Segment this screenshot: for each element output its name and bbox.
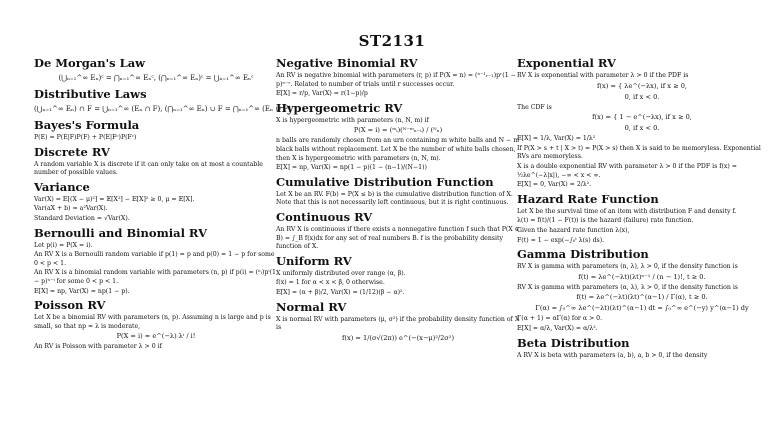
hypergeo-equation: P(X = i) = (ᵐᵢ)(ᴺ⁻ᵐₙ₋ᵢ) / (ᴺₙ) <box>353 126 443 135</box>
distributive-heading: Distributive Laws <box>34 87 147 101</box>
hypergeo-line-1: X is hypergeometric with parameters (n, N, m) if <box>276 116 429 124</box>
exponential-heading: Exponential RV <box>517 56 616 70</box>
variance-line-1: Var(X) = 𝔼[(X − μ)²] = 𝔼[X²] − 𝔼[X]² ≥ 0, μ = 𝔼[X]. <box>34 195 195 203</box>
normal-equation: f(x) = 1/(σ√(2π)) e^(−(x−μ)²/2σ²) <box>341 333 455 342</box>
bernoulli-line-4: 𝔼[X] = np, Var(X) = np(1 − p). <box>34 287 130 295</box>
exponential-line-4: X is a double exponential RV with parameter λ > 0 if the PDF is f(x) = ½λe^(−λ|x|), −∞ < x < ∞. <box>517 162 737 179</box>
poisson-line-1: Let X be a binomial RV with parameters (n, p). Assuming n is large and p is small, so that np ≈ λ is moderate, <box>34 314 271 330</box>
cdf-text: Let X be an RV. F(b) = P(X ≤ b) is the cumulative distribution function of X. Note that this is not necessarily left continuous, but it is right continuous. <box>276 190 513 207</box>
exponential-line-3: If P(X > s + t | X > t) = P(X > s) then X is said to be memoryless. Exponential RVs are memoryless. <box>517 144 761 161</box>
page-title: ST2131 <box>358 32 426 50</box>
hazard-line-4: F(t) = 1 − exp(−∫₀ᵗ λ(s) ds). <box>517 236 605 244</box>
gamma-line-4: 𝔼[X] = α/λ, Var(X) = α/λ². <box>517 324 598 332</box>
demorgan-heading: De Morgan's Law <box>34 56 146 70</box>
normal-heading: Normal RV <box>276 299 347 314</box>
normal-line-1: X is normal RV with parameters (μ, σ²) if the probability density function of X is <box>276 315 520 332</box>
negbin-heading: Negative Binomial RV <box>276 56 418 70</box>
gamma-heading: Gamma Distribution <box>517 247 649 262</box>
beta-line-1: A RV X is beta with parameters (a, b), a, b > 0, if the density <box>517 351 708 359</box>
bernoulli-heading: Bernoulli and Binomial RV <box>34 225 208 240</box>
exponential-line-2: 𝔼[X] = 1/λ, Var(X) = 1/λ² <box>517 135 596 143</box>
bayes-formula: P(E) = P(E|F)P(F) + P(E|Fᶜ)P(Fᶜ) <box>34 134 137 141</box>
discrete-heading: Discrete RV <box>34 144 110 159</box>
exponential-pdf-case-2: 0, if x < 0. <box>624 92 660 101</box>
poisson-line-2: An RV is Poisson with parameter λ > 0 if <box>34 343 162 351</box>
gamma-line-2: RV X is gamma with parameters (α, λ), λ > 0, if the density function is <box>517 283 738 291</box>
uniform-line-2: f(x) = 1 for α < x < β, 0 otherwise. <box>276 279 385 287</box>
bernoulli-line-1: Let p(i) = P(X = i). <box>34 241 93 249</box>
gamma-equation-1: f(t) = λe^(−λt)(λt)ⁿ⁻¹ / (n − 1)!, t ≥ 0. <box>578 272 706 281</box>
continuous-heading: Continuous RV <box>276 209 373 224</box>
gamma-equation-2: f(t) = λe^(−λt)(λt)^(α−1) / Γ(α), t ≥ 0. <box>576 293 708 302</box>
variance-line-2: Var(aX + b) = a²Var(X). <box>34 205 108 213</box>
exponential-line-1: RV X is exponential with parameter λ > 0 if the PDF is <box>517 72 689 79</box>
cdf-heading: Cumulative Distribution Function <box>276 174 494 189</box>
hypergeo-heading: Hypergeometric RV <box>276 100 403 115</box>
distributive-equation: (⋃ₙ₌₁^∞ Eₙ) ∩ F = ⋃ₙ₌₁^∞ (Eₙ ∩ F), (⋂ₙ₌₁^∞ Eₙ) ∪ F = ⋂ₙ₌₁^∞ (Eₙ ∪ F) <box>34 105 291 113</box>
hazard-line-3: Given the hazard rate function λ(x), <box>517 226 630 234</box>
uniform-line-3: 𝔼[X] = (α + β)/2, Var(X) = (1/12)(β − α)². <box>276 288 405 296</box>
discrete-text: A random variable X is discrete if it can only take on at most a countable number of possible values. <box>34 160 263 177</box>
hazard-heading: Hazard Rate Function <box>517 191 659 206</box>
continuous-text: An RV X is continuous if there exists a nonnegative function f such that P(X ∈ B) = ∫_B f(x)dx for any set of real numbers B. f is the probability density function of X. <box>276 225 520 251</box>
bernoulli-line-2: An RV X is a Bernoulli random variable if p(1) = p and p(0) = 1 − p for some 0 < p < 1. <box>34 251 275 267</box>
exponential-cdf-label: The CDF is <box>517 103 552 111</box>
exponential-cdf-case-2: 0, if x < 0. <box>624 124 660 133</box>
poisson-equation: P(X = i) ≈ e^(−λ) λⁱ / i! <box>116 332 196 341</box>
negbin-line-1: An RV is negative binomial with parameters (r, p) if P(X = n) = (ⁿ⁻¹ᵣ₋₁)pʳ(1 − p)ⁿ⁻ʳ. Related to number of trials until r successes occur. <box>276 72 516 88</box>
hypergeo-line-2: n balls are randomly chosen from an urn containing m white balls and N − m black balls without replacement. Let X be the number of white balls chosen, then X is hypergeometric with parameters (n, N, m). <box>276 137 520 162</box>
gamma-line-3: Γ(α + 1) = αΓ(α) for α > 0. <box>517 315 603 323</box>
column-left <box>34 54 291 353</box>
bayes-heading: Bayes's Formula <box>34 118 140 132</box>
bernoulli-line-3: An RV X is a binomial random variable with parameters (n, p) if p(i) = (ⁿᵢ)pⁱ(1 − p)ⁿ⁻ⁱ for some 0 < p < 1. <box>34 269 276 285</box>
exponential-line-5: 𝔼[X] = 0, Var(X) = 2/λ². <box>517 181 592 189</box>
gamma-function-equation: Γ(α) = ∫₀^∞ λe^(−λt)(λt)^(α−1) dt = ∫₀^∞ e^(−y) y^(α−1) dy <box>535 304 749 313</box>
exponential-pdf-case-1: f(x) = { λe^(−λx), if x ≥ 0, <box>596 81 688 90</box>
gamma-line-1: RV X is gamma with parameters (n, λ), λ > 0, if the density function is <box>517 263 738 271</box>
uniform-line-1: X uniformly distributed over range (α, β). <box>276 269 406 277</box>
column-middle <box>276 54 520 345</box>
hypergeo-line-3: 𝔼[X] = np, Var(X) = np(1 − p)(1 − (n−1)/(N−1)) <box>276 164 427 172</box>
poisson-heading: Poisson RV <box>34 298 106 313</box>
hazard-line-2: λ(t) = f(t)/(1 − F(t)) is the hazard (failure) rate function. <box>517 217 694 225</box>
hazard-line-1: Let X be the survival time of an item with distribution F and density f. <box>517 207 737 215</box>
demorgan-equation: (⋃ₙ₌₁^∞ Eₙ)ᶜ = ⋂ₙ₌₁^∞ Eₙᶜ, (⋂ₙ₌₁^∞ Eₙ)ᶜ = ⋃ₙ₌₁^∞ Eₙᶜ <box>58 74 254 82</box>
variance-line-3: Standard Deviation = √Var(X). <box>34 214 130 222</box>
negbin-line-2: 𝔼[X] = r/p, Var(X) = r(1−p)/p <box>276 90 368 98</box>
column-right <box>517 54 767 361</box>
exponential-cdf-case-1: f(x) = { 1 − e^(−λx), if x ≥ 0, <box>592 113 692 122</box>
beta-heading: Beta Distribution <box>517 335 630 350</box>
variance-heading: Variance <box>34 179 90 194</box>
uniform-heading: Uniform RV <box>276 253 352 268</box>
